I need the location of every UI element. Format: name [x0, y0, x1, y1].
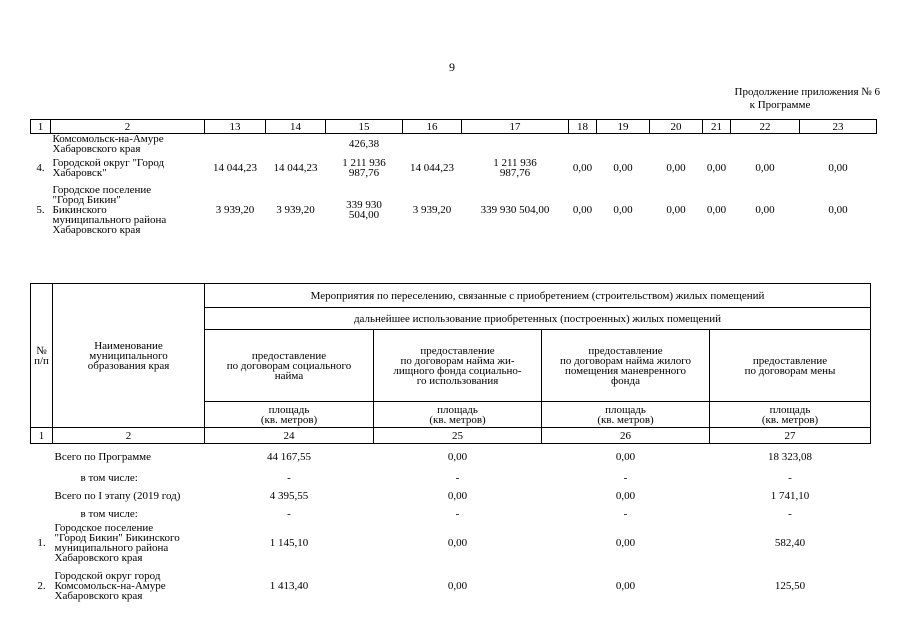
column-header: 21 — [703, 120, 731, 134]
table-cell: 0,00 — [615, 490, 636, 502]
table-cell: - — [623, 472, 628, 484]
table-cell: 582,40 — [774, 537, 806, 549]
table-cell: 0,00 — [828, 162, 848, 174]
table-cell: - — [788, 508, 792, 520]
index-row — [31, 428, 871, 444]
table-cell: 0,00 — [615, 450, 636, 463]
table-cell: 3 939,20 — [412, 204, 452, 216]
table-cell — [597, 134, 650, 155]
column-index: 1 — [31, 428, 53, 444]
appendix-line-1: Продолжение приложения № 6 — [734, 86, 880, 98]
table-cell: 339 930 504,00 — [480, 204, 550, 216]
table-cell: - — [623, 508, 628, 520]
table-cell: 0,00 — [447, 450, 468, 463]
table-cell — [650, 134, 703, 155]
table-cell — [703, 134, 731, 155]
table-cell: 0,00 — [572, 204, 593, 216]
row-number: 2. — [37, 579, 46, 592]
row-number — [31, 487, 53, 506]
table-cell: 0,00 — [447, 490, 468, 502]
table-cell: 1 145,10 — [269, 537, 309, 549]
column-header: 2 — [51, 120, 205, 134]
table-row — [31, 182, 877, 238]
column-header: предоставление по договорам социального найма — [205, 330, 374, 402]
column-header: 18 — [569, 120, 597, 134]
table-cell: 0,00 — [615, 579, 636, 592]
table-cell: 4 395,55 — [269, 490, 309, 502]
appendix-line-2: к Программе — [749, 99, 811, 111]
table-cell: 18 323,08 — [768, 450, 812, 463]
row-name: Городской округ "Город Хабаровск" — [52, 157, 165, 179]
table-cell: 1 413,40 — [269, 579, 309, 592]
column-header: предоставление по договорам найма жилого помещения маневренного фонда — [542, 330, 710, 402]
table-row — [31, 487, 871, 506]
unit-header: площадь (кв. метров) — [542, 402, 710, 428]
table-cell: 14 044,23 — [410, 162, 454, 174]
table-row — [31, 444, 871, 470]
row-number: 4. — [36, 162, 45, 174]
column-index: 25 — [374, 428, 542, 444]
row-name: Всего по Программе — [54, 450, 152, 463]
bottom-table — [30, 283, 871, 608]
table-cell: 3 939,20 — [215, 204, 255, 216]
table-cell: 0,00 — [613, 162, 633, 174]
table-cell — [800, 134, 877, 155]
table-cell: 0,00 — [666, 204, 686, 216]
top-table — [30, 119, 877, 238]
row-name: Всего по I этапу (2019 год) — [54, 490, 181, 502]
table-cell: 0,00 — [828, 204, 848, 216]
table-cell: 0,00 — [666, 162, 686, 174]
row-number — [31, 134, 51, 155]
unit-header: площадь (кв. метров) — [374, 402, 542, 428]
table-row — [31, 564, 871, 608]
table-cell — [403, 134, 462, 155]
subgroup-header: дальнейшее использование приобретенных (построенных) жилых помещений — [205, 308, 871, 330]
table-cell: 0,00 — [755, 204, 775, 216]
row-number — [31, 444, 53, 470]
table-row — [31, 523, 871, 564]
table-cell: 125,50 — [774, 579, 806, 592]
row-name: Комсомольск-на-Амуре Хабаровского края — [52, 133, 164, 155]
table-cell — [569, 134, 597, 155]
column-header: предоставление по договорам мены — [710, 330, 871, 402]
page-number: 9 — [449, 60, 455, 74]
table-row — [31, 470, 871, 487]
table-cell: 339 930 504,00 — [346, 199, 382, 221]
table-cell: 0,00 — [613, 204, 633, 216]
table-cell: - — [455, 508, 460, 520]
table-cell: 1 741,10 — [770, 490, 810, 502]
table-cell — [205, 134, 266, 155]
column-index: 26 — [542, 428, 710, 444]
table-cell: 44 167,55 — [267, 450, 311, 463]
table-cell: 426,38 — [348, 138, 380, 150]
column-header: 1 — [31, 120, 51, 134]
table-cell: 14 044,23 — [213, 162, 257, 174]
column-header: 17 — [462, 120, 569, 134]
table-cell: 0,00 — [706, 204, 727, 216]
column-header: 22 — [731, 120, 800, 134]
unit-header: площадь (кв. метров) — [710, 402, 871, 428]
table-cell: - — [788, 472, 792, 484]
row-name: в том числе: — [80, 508, 138, 520]
column-header: 13 — [205, 120, 266, 134]
table-cell — [731, 134, 800, 155]
table-cell: 14 044,23 — [273, 162, 318, 174]
column-header: 19 — [597, 120, 650, 134]
header-row — [31, 284, 871, 308]
table-row — [31, 154, 877, 182]
table-cell: 1 211 936 987,76 — [493, 157, 537, 179]
table-row — [31, 506, 871, 523]
column-header: 15 — [326, 120, 403, 134]
row-name: Городское поселение "Город Бикин" Бикинского муниципального района Хабаровского края — [52, 184, 167, 236]
table-cell: 1 211 936 987,76 — [342, 157, 386, 179]
table-cell: 0,00 — [447, 579, 468, 592]
column-header: 14 — [266, 120, 326, 134]
row-number: 1. — [37, 537, 46, 549]
row-number — [31, 470, 53, 487]
table-cell: 0,00 — [615, 537, 636, 549]
table-cell: 0,00 — [706, 162, 727, 174]
table-cell: - — [455, 472, 460, 484]
table-cell: 0,00 — [447, 537, 468, 549]
row-number: 5. — [36, 204, 45, 216]
appendix-caption — [680, 86, 880, 112]
table-cell — [266, 134, 326, 155]
group-header: Мероприятия по переселению, связанные с приобретением (строительством) жилых помещений — [205, 284, 871, 308]
column-header-name: Наименование муниципального образования края — [53, 284, 205, 428]
column-index: 27 — [710, 428, 871, 444]
table-cell: 0,00 — [755, 162, 775, 174]
header-row — [31, 120, 877, 134]
column-index: 2 — [53, 428, 205, 444]
table-cell: 3 939,20 — [276, 204, 315, 216]
column-header: 23 — [800, 120, 877, 134]
unit-header: площадь (кв. метров) — [205, 402, 374, 428]
column-header-number: № п/п — [31, 284, 53, 428]
table-cell — [462, 134, 569, 155]
column-index: 24 — [205, 428, 374, 444]
table-cell: 0,00 — [572, 162, 593, 174]
table-cell: - — [287, 508, 291, 520]
table-cell: - — [287, 472, 291, 484]
column-header: предоставление по договорам найма жи- лищного фонда социально- го использования — [374, 330, 542, 402]
table-row — [31, 134, 877, 155]
row-name: в том числе: — [80, 472, 138, 484]
row-name: Городской округ город Комсомольск-на-Амуре Хабаровского края — [54, 569, 166, 602]
column-header: 16 — [403, 120, 462, 134]
column-header: 20 — [650, 120, 703, 134]
row-name: Городское поселение "Город Бикин" Бикинского муниципального района Хабаровского края — [54, 522, 180, 564]
row-number — [31, 506, 53, 523]
